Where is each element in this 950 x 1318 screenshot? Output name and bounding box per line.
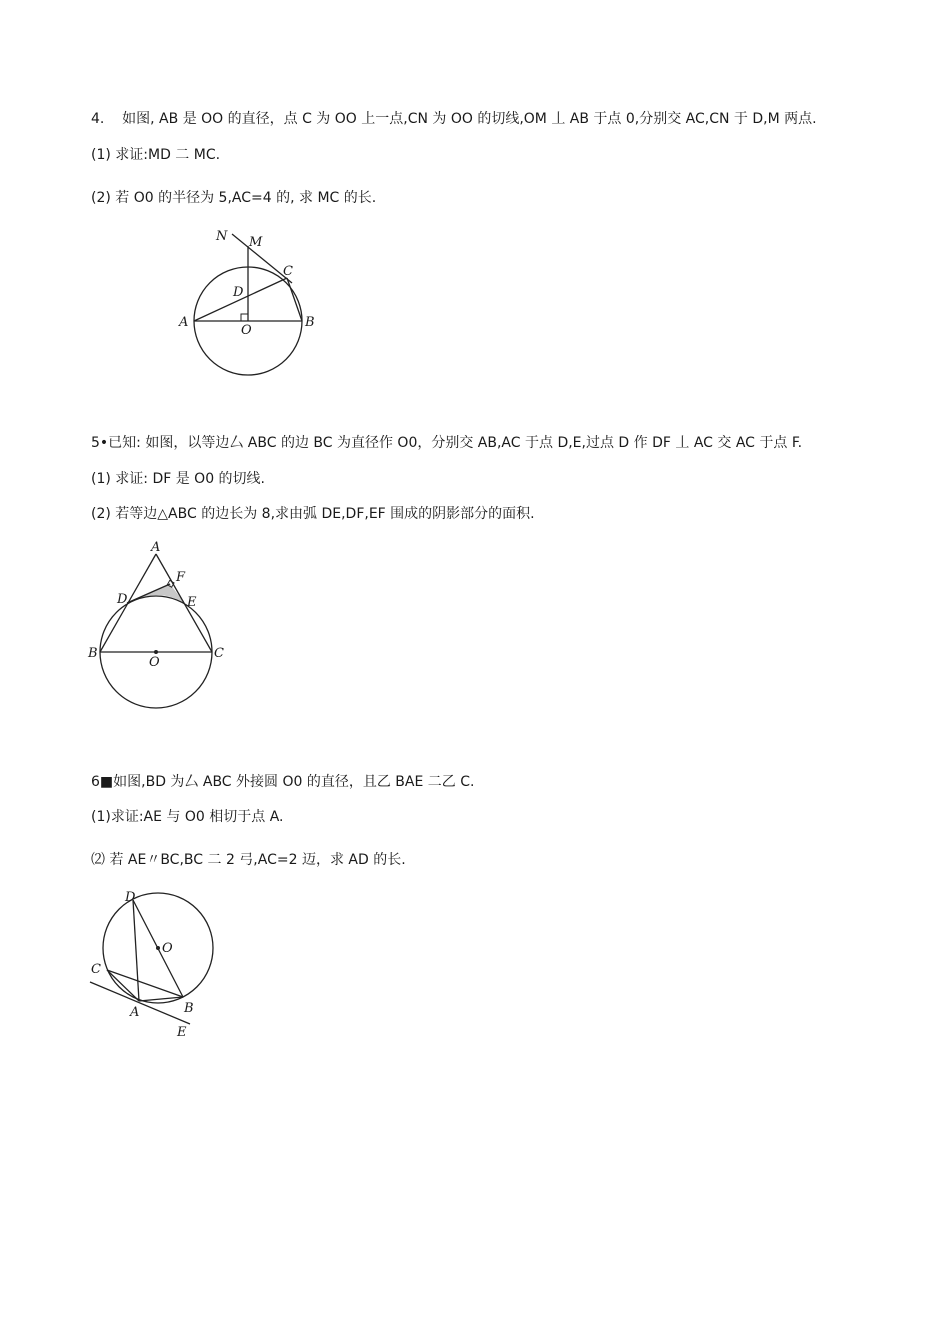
fig6-label-b: B — [184, 1001, 194, 1016]
fig5-label-f: F — [176, 570, 186, 585]
fig5-label-a: A — [151, 540, 161, 555]
fig4-label-d: D — [233, 285, 244, 300]
fig5-side-ac — [156, 554, 212, 652]
fig4-label-o: O — [241, 323, 252, 338]
fig5-shaded-region — [127, 584, 186, 605]
fig6-label-e: E — [177, 1025, 187, 1040]
problem-4-part-2: (2) 若 O0 的半径为 5,AC=4 的, 求 MC 的长. — [91, 190, 377, 206]
problem-4-figure — [170, 220, 340, 385]
fig6-center-dot — [156, 946, 160, 950]
problem-4-part-1: (1) 求证:MD 二 MC. — [91, 147, 221, 163]
fig4-right-angle-mark — [241, 314, 248, 321]
problem-6-part-2: ⑵ 若 AE〃BC,BC 二 2 弓,AC=2 迈，求 AD 的长. — [91, 852, 406, 868]
fig6-tangent-ae — [90, 982, 190, 1024]
fig4-label-b: B — [305, 315, 315, 330]
problem-5-part-1: (1) 求证: DF 是 O0 的切线. — [91, 471, 266, 487]
problem-6-figure — [86, 884, 226, 1044]
fig4-label-n: N — [216, 229, 228, 244]
fig6-label-c: C — [91, 962, 101, 977]
problem-5-stem: 5•已知: 如图，以等边厶 ABC 的边 BC 为直径作 O0，分别交 AB,AC 于点 D,E,过点 D 作 DF 丄 AC 交 AC 于点 F. — [91, 435, 803, 451]
fig6-chord-da — [133, 900, 139, 1001]
problem-6-stem: 6■如图,BD 为厶 ABC 外接圆 O0 的直径，且乙 BAE 二乙 C. — [91, 774, 475, 790]
problem-5-part-2: (2) 若等边△ABC 的边长为 8,求由弧 DE,DF,EF 围成的阴影部分的面积. — [91, 506, 535, 522]
fig5-center-dot — [154, 650, 158, 654]
fig5-label-e: E — [187, 595, 197, 610]
fig6-label-o: O — [162, 941, 173, 956]
problem-4-stem: 4. 如图, AB 是 OO 的直径，点 C 为 OO 上一点,CN 为 OO 的切线,OM 丄 AB 于点 0,分别交 AC,CN 于 D,M 两点. — [91, 111, 817, 127]
fig5-label-d: D — [117, 592, 128, 607]
problem-5-figure — [86, 536, 231, 711]
fig4-label-c: C — [283, 264, 293, 279]
fig5-label-c: C — [214, 646, 224, 661]
fig5-label-o: O — [149, 655, 160, 670]
problem-6-part-1: (1)求证:AE 与 O0 相切于点 A. — [91, 809, 284, 825]
fig4-chord-cb — [287, 278, 302, 321]
fig5-label-b: B — [88, 646, 98, 661]
fig6-label-a: A — [130, 1005, 140, 1020]
fig4-label-a: A — [179, 315, 189, 330]
fig6-label-d: D — [125, 890, 136, 905]
fig4-label-m: M — [249, 235, 263, 250]
